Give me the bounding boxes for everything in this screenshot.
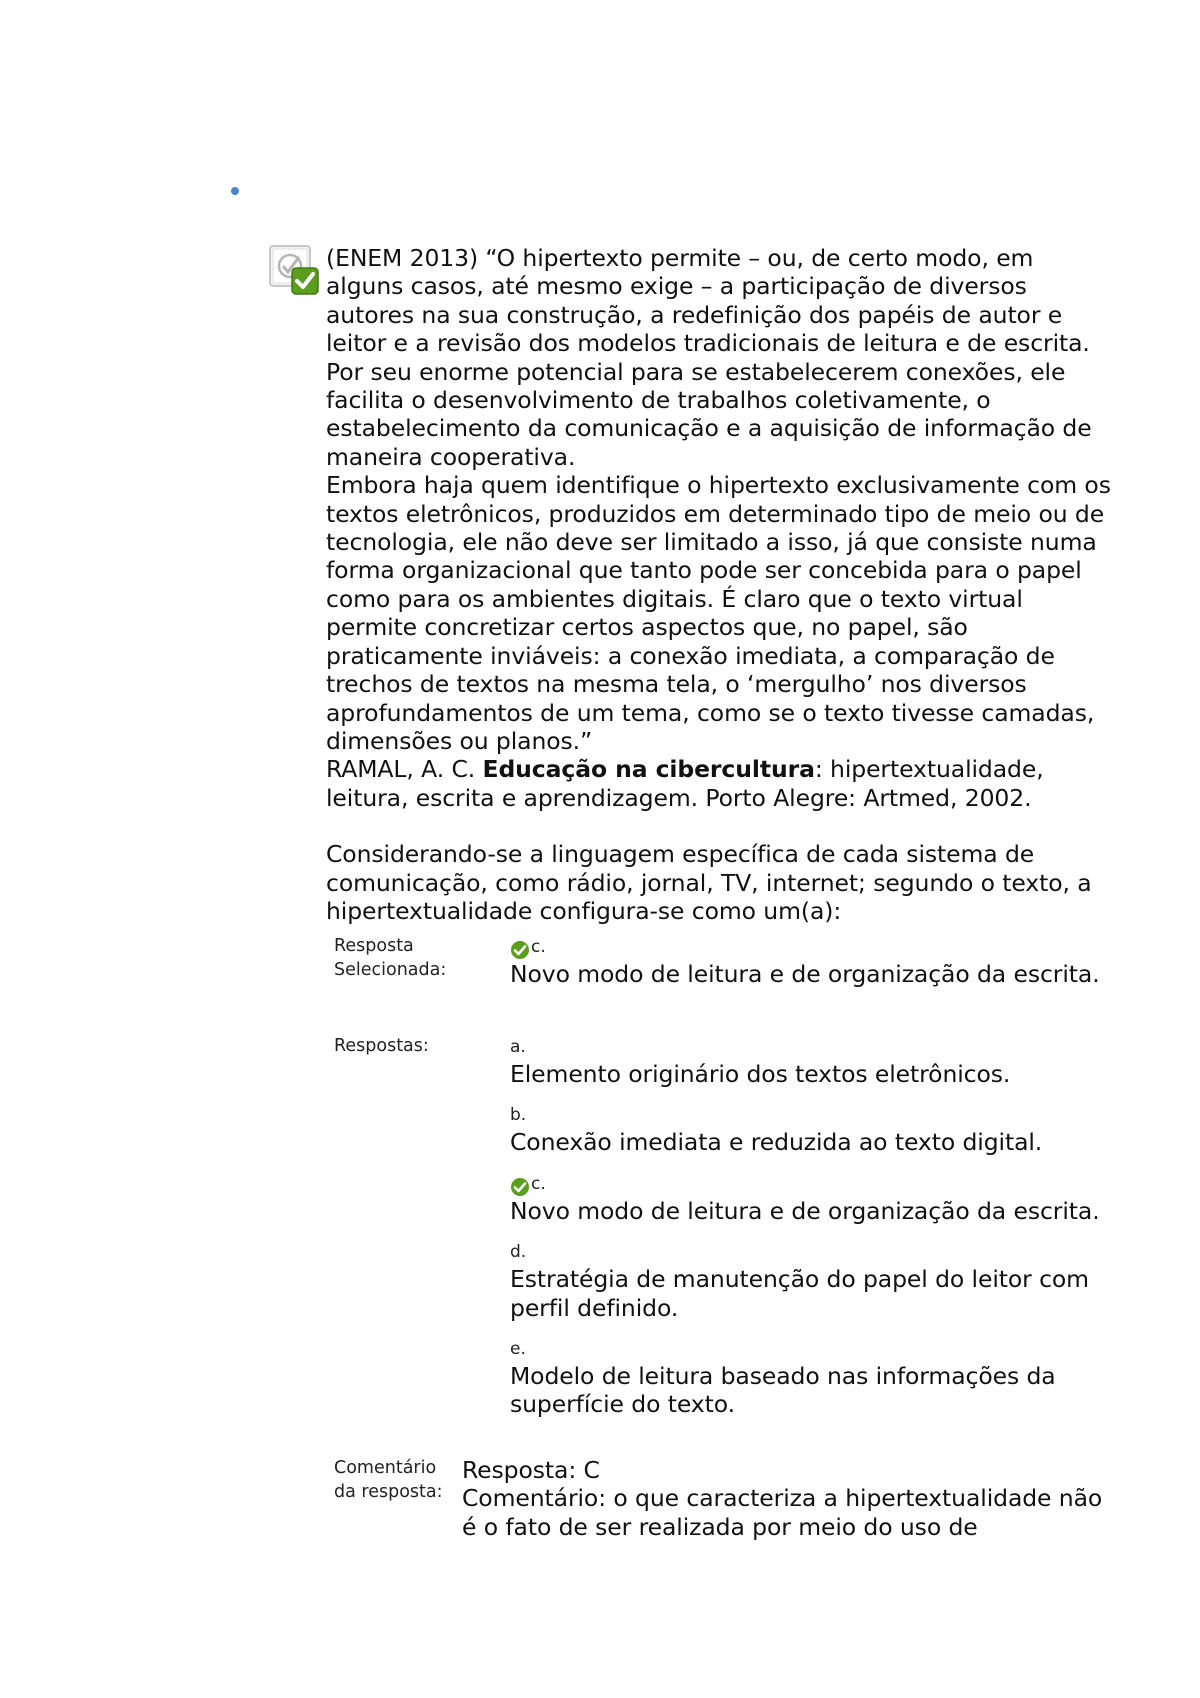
citation-rest: : hipertextualidade, leitura, escrita e aprendizagem. Porto Alegre: Artmed, 2002. bbox=[326, 755, 1044, 812]
answer-option-c bbox=[510, 1171, 1110, 1225]
selected-answer-text: Novo modo de leitura e de organização da escrita. bbox=[510, 960, 1100, 988]
citation bbox=[326, 755, 1116, 812]
citation-author: RAMAL, A. C. bbox=[326, 755, 476, 784]
option-text: Novo modo de leitura e de organização da escrita. bbox=[510, 1196, 1100, 1225]
comment-answer: Resposta: C bbox=[462, 1456, 600, 1484]
question-text bbox=[326, 244, 1116, 925]
option-text: Conexão imediata e reduzida ao texto digital. bbox=[510, 1128, 1043, 1157]
selected-answer bbox=[510, 934, 1110, 988]
question-correct-icon bbox=[268, 244, 320, 296]
question-prompt: Considerando-se a linguagem específica de cada sistema de comunicação, como rádio, jornal, TV, internet; segundo o texto, a hipertextualidade configura-se como um(a): bbox=[326, 840, 1092, 925]
answer-option-b bbox=[510, 1102, 1110, 1156]
comment-label: Comentário da resposta: bbox=[334, 1458, 443, 1502]
option-letter: a. bbox=[510, 1037, 526, 1057]
citation-title: Educação na cibercultura bbox=[482, 755, 815, 784]
option-letter: e. bbox=[510, 1339, 526, 1360]
option-letter: b. bbox=[510, 1105, 527, 1126]
comment-text bbox=[462, 1456, 1122, 1541]
selected-answer-label: Resposta Selecionada: bbox=[334, 936, 447, 980]
option-text: Modelo de leitura baseado nas informações da superfície do texto. bbox=[510, 1362, 1056, 1419]
option-letter: d. bbox=[510, 1242, 527, 1263]
answer-option-e bbox=[510, 1336, 1110, 1419]
list-bullet bbox=[231, 187, 239, 195]
question-paragraph-1: (ENEM 2013) “O hipertexto permite – ou, de certo modo, em alguns casos, até mesmo exige – a participação de diversos autores na sua construção, a redefinição dos papéis de autor e leitor e a revisão dos modelos tradicionais de leitura e de escrita. Por seu enorme potencial para se estabelecerem conexões, ele facilita o desenvolvimento de trabalhos coletivamente, o estabelecimento da comunicação e a aquisição de informação de maneira cooperativa. bbox=[326, 244, 1092, 471]
question-paragraph-2: Embora haja quem identifique o hipertexto exclusivamente com os textos eletrônicos, produzidos em determinado tipo de meio ou de tecnologia, ele não deve ser limitado a isso, já que consiste numa forma organizacional que tanto pode ser concebida para o papel como para os ambientes digitais. É claro que o texto virtual permite concretizar certos aspectos que, no papel, são praticamente inviáveis: a conexão imediata, a comparação de trechos de textos na mesma tela, o ‘mergulho’ nos diversos aprofundamentos de um tema, como se o texto tivesse camadas, dimensões ou planos.” bbox=[326, 471, 1111, 755]
option-text: Estratégia de manutenção do papel do leitor com perfil definido. bbox=[510, 1265, 1089, 1322]
answer-option-a bbox=[510, 1034, 1110, 1088]
correct-check-icon bbox=[510, 940, 530, 960]
option-letter: c. bbox=[531, 1173, 546, 1194]
comment-body: Comentário: o que caracteriza a hipertextualidade não é o fato de ser realizada por meio do uso de bbox=[462, 1484, 1103, 1541]
selected-answer-letter: c. bbox=[531, 937, 546, 957]
correct-check-icon bbox=[510, 1177, 530, 1197]
answer-options bbox=[510, 1034, 1110, 1433]
option-text: Elemento originário dos textos eletrônicos. bbox=[510, 1060, 1011, 1088]
answer-option-d bbox=[510, 1239, 1110, 1322]
answers-label: Respostas: bbox=[334, 1036, 429, 1056]
